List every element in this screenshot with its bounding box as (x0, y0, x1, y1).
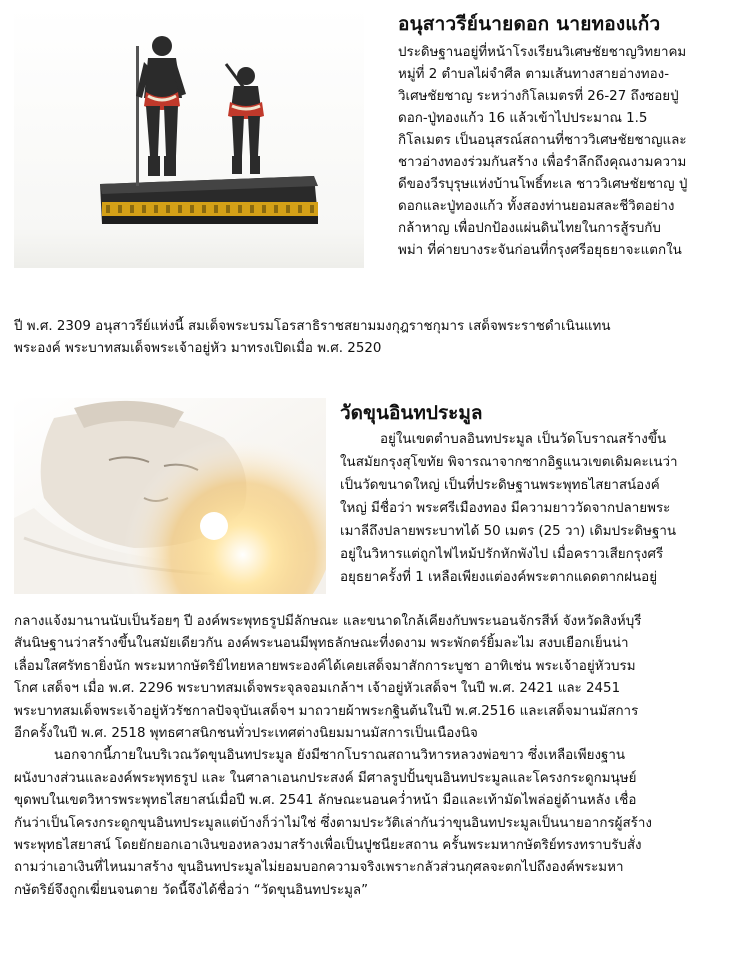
section2-tail-line: สันนิษฐานว่าสร้างขึ้นในสมัยเดียวกัน องค์พระนอนมีพุทธลักษณะที่งดงาม พระพักตร์ยิ้มละไม สงบเยือกเย็นน่า (14, 636, 629, 652)
section2-tail-line: อีกครั้งในปี พ.ศ. 2518 พุทธศาสนิกชนทั่วประเทศต่างนิยมมานมัสการเป็นเนืองนิจ (14, 726, 478, 742)
monument-photo (14, 6, 364, 268)
section1-line: พม่า ที่ค่ายบางระจันก่อนที่กรุงศรีอยุธยาจะแตกใน (398, 243, 682, 258)
section2-para2-line: ขุดพบในเขตวิหารพระพุทธไสยาสน์เมื่อปี พ.ศ. 2541 ลักษณะนอนคว่ำหน้า มือและเท้ามัดไพล่อยู่ด้านหลัง เชื่อ (14, 793, 637, 809)
section2-para2-line: กษัตริย์จึงถูกเฆี่ยนจนตาย วัดนี้จึงได้ชื่อว่า “วัดขุนอินทประมูล” (14, 882, 369, 898)
section1-line: กิโลเมตร เป็นอนุสรณ์สถานที่ชาววิเศษชัยชาญและ (398, 133, 687, 148)
section2-line: เป็นวัดขนาดใหญ่ เป็นที่ประดิษฐานพระพุทธไสยาสน์องค์ (340, 478, 660, 493)
section2-para2-line: ถามว่าเอาเงินที่ไหนมาสร้าง ขุนอินทประมูลไม่ยอมบอกความจริงเพราะกลัวส่วนกุศลจะตกไปถึงองค์พระมหา (14, 860, 624, 876)
monument-illustration (14, 6, 364, 268)
section2-para2-line: นอกจากนี้ภายในบริเวณวัดขุนอินทประมูล ยังมีซากโบราณสถานวิหารหลวงพ่อขาว ซึ่งเหลือเพียงฐาน (54, 748, 626, 764)
section2-tail-line: กลางแจ้งมานานนับเป็นร้อยๆ ปี องค์พระพุทธรูปมีลักษณะ และขนาดใกล้เคียงกับพระนอนจักรสีห์ จังหวัดสิงห์บุรี (14, 614, 642, 629)
reclining-buddha-photo (14, 398, 326, 594)
section2-line: อยู่ในวิหารแต่ถูกไฟไหม้ปรักหักพังไป เมื่อคราวเสียกรุงศรี (340, 547, 664, 562)
section1-line: วิเศษชัยชาญ ระหว่างกิโลเมตรที่ 26-27 ถึงซอยปู่ (398, 89, 679, 104)
section1-title: อนุสาวรีย์นายดอก นายทองแก้ว (398, 13, 661, 35)
section1-tail-line: พระองค์ พระบาทสมเด็จพระเจ้าอยู่หัว มาทรงเปิดเมื่อ พ.ศ. 2520 (14, 341, 382, 356)
section1-line: ชาวอ่างทองร่วมกันสร้าง เพื่อรำลึกถึงคุณงามความ (398, 155, 687, 170)
section2-line: ใหญ่ มีชื่อว่า พระศรีเมืองทอง มีความยาววัดจากปลายพระ (340, 501, 671, 516)
section2-line: เมาลีถึงปลายพระบาทได้ 50 เมตร (25 วา) เดิมประดิษฐาน (340, 524, 677, 539)
section1-line: หมู่ที่ 2 ตำบลไผ่จำศีล ตามเส้นทางสายอ่างทอง- (398, 67, 670, 82)
section2-para2-line: พระพุทธไสยาสน์ โดยยักยอกเอาเงินของหลวงมาสร้างเพื่อเป็นปูชนียะสถาน ครั้นพระมหากษัตริย์ทรงทราบรับสั่ง (14, 838, 642, 854)
section1-body (398, 42, 718, 262)
section1-line: กล้าหาญ เพื่อปกป้องแผ่นดินไทยในการสู้รบกับ (398, 221, 661, 236)
section2-tail-line: เลื่อมใสศรัทธายิ่งนัก พระมหากษัตริย์ไทยหลายพระองค์ได้เคยเสด็จมาสักการะบูชา อาทิเช่น พระเจ้าอยู่หัวบรม (14, 658, 636, 674)
section1-line: ดอก-ปู่ทองแก้ว 16 แล้วเข้าไปประมาณ 1.5 (398, 111, 648, 126)
section2-title: วัดขุนอินทประมูล (340, 402, 483, 424)
section2-tail-line: พระบาทสมเด็จพระเจ้าอยู่หัวรัชกาลปัจจุบันเสด็จฯ มาถวายผ้าพระกฐินต้นในปี พ.ศ.2516 และเสด็จมานมัสการ (14, 703, 639, 719)
section2-para2-line: ผนังบางส่วนและองค์พระพุทธรูป และ ในศาลาเอนกประสงค์ มีศาลรูปปั้นขุนอินทประมูลและโครงกระดูกมนุษย์ (14, 770, 637, 786)
section2-line: ในสมัยกรุงสุโขทัย พิจารณาจากซากอิฐแนวเขตเดิมคะเนว่า (340, 455, 678, 470)
section1-line: ดอกและปู่ทองแก้ว ทั้งสองท่านยอมสละชีวิตอย่าง (398, 199, 675, 214)
section1-line: ประดิษฐานอยู่ที่หน้าโรงเรียนวิเศษชัยชาญวิทยาคม (398, 45, 687, 60)
section2-tail-line: โกศ เสด็จฯ เมื่อ พ.ศ. 2296 พระบาทสมเด็จพระจุลจอมเกล้าฯ เจ้าอยู่หัวเสด็จฯ ในปี พ.ศ. 2421 และ 2451 (14, 681, 621, 697)
section2-tail (14, 611, 726, 902)
section1-tail (14, 316, 726, 360)
section2-line: อยู่ในเขตตำบลอินทประมูล เป็นวัดโบราณสร้างขึ้น (380, 432, 667, 447)
section1-tail-line: ปี พ.ศ. 2309 อนุสาวรีย์แห่งนี้ สมเด็จพระบรมโอรสาธิราชสยามมงกุฎราชกุมาร เสด็จพระราชดำเนินแทน (14, 319, 611, 334)
section1-line: ดีของวีรบุรุษแห่งบ้านโพธิ์ทะเล ชาววิเศษชัยชาญ ปู่ (398, 177, 688, 192)
section2-body (340, 428, 724, 589)
reclining-buddha-illustration (14, 398, 326, 594)
section2-para2-line: กันว่าเป็นโครงกระดูกขุนอินทประมูลแต่บ้างก็ว่าไม่ใช่ ซึ่งตามประวัติเล่ากันว่าขุนอินทประมูลเป็นนายอากรผู้สร้าง (14, 815, 652, 831)
section2-line: อยุธยาครั้งที่ 1 เหลือเพียงแต่องค์พระตากแดดตากฝนอยู่ (340, 570, 658, 585)
